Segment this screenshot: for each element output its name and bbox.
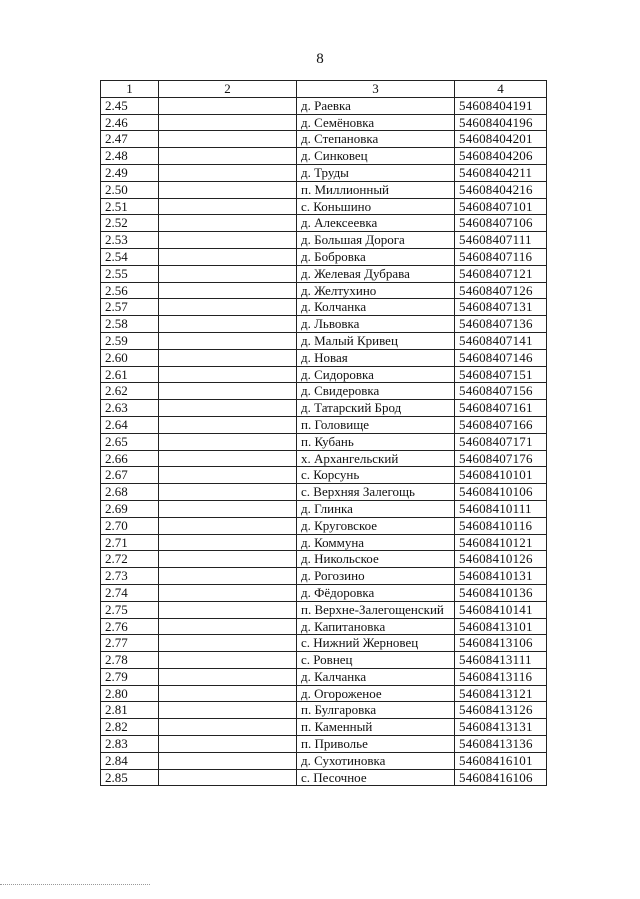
table-row: [101, 416, 547, 433]
settlement-name-cell: с. Нижний Жерновец: [297, 635, 455, 652]
oktmo-code-cell: 54608407146: [455, 349, 547, 366]
row-col2-cell: [159, 702, 297, 719]
settlements-table: [100, 80, 547, 786]
row-col2-cell: [159, 719, 297, 736]
row-col2-cell: [159, 635, 297, 652]
oktmo-code-cell: 54608413101: [455, 618, 547, 635]
table-row: [101, 198, 547, 215]
page-number: 8: [316, 51, 324, 67]
row-number-cell: 2.54: [101, 248, 159, 265]
settlement-name-cell: д. Капитановка: [297, 618, 455, 635]
settlement-name-cell: д. Свидеровка: [297, 383, 455, 400]
row-col2-cell: [159, 316, 297, 333]
row-col2-cell: [159, 383, 297, 400]
row-col2-cell: [159, 584, 297, 601]
table-row: [101, 332, 547, 349]
row-number-cell: 2.56: [101, 282, 159, 299]
oktmo-code-cell: 54608410141: [455, 601, 547, 618]
row-number-cell: 2.50: [101, 181, 159, 198]
row-col2-cell: [159, 215, 297, 232]
oktmo-code-cell: 54608410131: [455, 568, 547, 585]
table-row: [101, 601, 547, 618]
oktmo-code-cell: 54608404191: [455, 97, 547, 114]
row-col2-cell: [159, 484, 297, 501]
oktmo-code-cell: 54608407106: [455, 215, 547, 232]
settlement-name-cell: д. Желевая Дубрава: [297, 265, 455, 282]
table-row: [101, 282, 547, 299]
table-row: [101, 736, 547, 753]
row-col2-cell: [159, 568, 297, 585]
settlement-name-cell: д. Синковец: [297, 148, 455, 165]
row-col2-cell: [159, 517, 297, 534]
table-row: [101, 467, 547, 484]
settlement-name-cell: с. Коньшино: [297, 198, 455, 215]
table-row: [101, 685, 547, 702]
settlement-name-cell: д. Семёновка: [297, 114, 455, 131]
header-col-1: 1: [101, 81, 159, 98]
row-number-cell: 2.81: [101, 702, 159, 719]
row-number-cell: 2.59: [101, 332, 159, 349]
settlement-name-cell: п. Кубань: [297, 433, 455, 450]
table-row: [101, 450, 547, 467]
row-col2-cell: [159, 652, 297, 669]
row-col2-cell: [159, 769, 297, 786]
oktmo-code-cell: 54608413121: [455, 685, 547, 702]
oktmo-code-cell: 54608413136: [455, 736, 547, 753]
row-col2-cell: [159, 601, 297, 618]
table-row: [101, 265, 547, 282]
header-col-3: 3: [297, 81, 455, 98]
row-number-cell: 2.72: [101, 551, 159, 568]
table-row: [101, 484, 547, 501]
table-row: [101, 131, 547, 148]
row-number-cell: 2.69: [101, 500, 159, 517]
table-row: [101, 433, 547, 450]
row-number-cell: 2.70: [101, 517, 159, 534]
row-col2-cell: [159, 164, 297, 181]
table-row: [101, 702, 547, 719]
table-body: [101, 97, 547, 786]
oktmo-code-cell: 54608413126: [455, 702, 547, 719]
oktmo-code-cell: 54608413111: [455, 652, 547, 669]
oktmo-code-cell: 54608404201: [455, 131, 547, 148]
row-col2-cell: [159, 618, 297, 635]
settlement-name-cell: д. Огороженое: [297, 685, 455, 702]
page-bottom-divider: [0, 884, 150, 885]
row-number-cell: 2.68: [101, 484, 159, 501]
settlement-name-cell: п. Булгаровка: [297, 702, 455, 719]
table-row: [101, 517, 547, 534]
table-row: [101, 635, 547, 652]
row-number-cell: 2.48: [101, 148, 159, 165]
settlement-name-cell: д. Сухотиновка: [297, 752, 455, 769]
row-col2-cell: [159, 282, 297, 299]
row-col2-cell: [159, 400, 297, 417]
row-col2-cell: [159, 148, 297, 165]
row-col2-cell: [159, 736, 297, 753]
oktmo-code-cell: 54608407121: [455, 265, 547, 282]
table-row: [101, 181, 547, 198]
row-number-cell: 2.58: [101, 316, 159, 333]
settlement-name-cell: д. Колчанка: [297, 299, 455, 316]
oktmo-code-cell: 54608407116: [455, 248, 547, 265]
oktmo-code-cell: 54608407131: [455, 299, 547, 316]
table-row: [101, 232, 547, 249]
oktmo-code-cell: 54608407156: [455, 383, 547, 400]
settlement-name-cell: д. Труды: [297, 164, 455, 181]
settlement-name-cell: д. Никольское: [297, 551, 455, 568]
row-col2-cell: [159, 500, 297, 517]
row-number-cell: 2.63: [101, 400, 159, 417]
table-row: [101, 668, 547, 685]
row-number-cell: 2.85: [101, 769, 159, 786]
oktmo-code-cell: 54608407111: [455, 232, 547, 249]
settlement-name-cell: п. Приволье: [297, 736, 455, 753]
table-row: [101, 148, 547, 165]
row-number-cell: 2.77: [101, 635, 159, 652]
row-col2-cell: [159, 416, 297, 433]
row-number-cell: 2.57: [101, 299, 159, 316]
table-row: [101, 719, 547, 736]
oktmo-code-cell: 54608407176: [455, 450, 547, 467]
table-row: [101, 316, 547, 333]
row-col2-cell: [159, 551, 297, 568]
oktmo-code-cell: 54608404196: [455, 114, 547, 131]
row-number-cell: 2.71: [101, 534, 159, 551]
settlement-name-cell: д. Малый Кривец: [297, 332, 455, 349]
oktmo-code-cell: 54608416101: [455, 752, 547, 769]
table-row: [101, 652, 547, 669]
settlement-name-cell: д. Алексеевка: [297, 215, 455, 232]
oktmo-code-cell: 54608410116: [455, 517, 547, 534]
settlement-name-cell: д. Бобровка: [297, 248, 455, 265]
oktmo-code-cell: 54608413116: [455, 668, 547, 685]
settlement-name-cell: п. Головище: [297, 416, 455, 433]
row-number-cell: 2.47: [101, 131, 159, 148]
row-number-cell: 2.45: [101, 97, 159, 114]
settlement-name-cell: с. Ровнец: [297, 652, 455, 669]
oktmo-code-cell: 54608407151: [455, 366, 547, 383]
settlement-name-cell: д. Львовка: [297, 316, 455, 333]
settlement-name-cell: п. Верхне-Залегощенский: [297, 601, 455, 618]
settlement-name-cell: д. Рогозино: [297, 568, 455, 585]
row-number-cell: 2.82: [101, 719, 159, 736]
oktmo-code-cell: 54608407171: [455, 433, 547, 450]
row-col2-cell: [159, 752, 297, 769]
row-number-cell: 2.65: [101, 433, 159, 450]
row-number-cell: 2.62: [101, 383, 159, 400]
table-row: [101, 618, 547, 635]
row-number-cell: 2.79: [101, 668, 159, 685]
row-number-cell: 2.46: [101, 114, 159, 131]
table-row: [101, 383, 547, 400]
oktmo-code-cell: 54608407126: [455, 282, 547, 299]
row-number-cell: 2.73: [101, 568, 159, 585]
oktmo-code-cell: 54608407101: [455, 198, 547, 215]
oktmo-code-cell: 54608410111: [455, 500, 547, 517]
table-row: [101, 97, 547, 114]
oktmo-code-cell: 54608404216: [455, 181, 547, 198]
settlement-name-cell: д. Желтухино: [297, 282, 455, 299]
row-col2-cell: [159, 131, 297, 148]
row-number-cell: 2.83: [101, 736, 159, 753]
settlement-name-cell: п. Миллионный: [297, 181, 455, 198]
row-number-cell: 2.84: [101, 752, 159, 769]
oktmo-code-cell: 54608407141: [455, 332, 547, 349]
table-row: [101, 752, 547, 769]
settlement-name-cell: д. Коммуна: [297, 534, 455, 551]
table-row: [101, 366, 547, 383]
table-row: [101, 584, 547, 601]
oktmo-code-cell: 54608413106: [455, 635, 547, 652]
settlement-name-cell: с. Песочное: [297, 769, 455, 786]
oktmo-code-cell: 54608407166: [455, 416, 547, 433]
row-number-cell: 2.53: [101, 232, 159, 249]
row-col2-cell: [159, 114, 297, 131]
row-number-cell: 2.74: [101, 584, 159, 601]
table-row: [101, 248, 547, 265]
oktmo-code-cell: 54608413131: [455, 719, 547, 736]
row-col2-cell: [159, 181, 297, 198]
row-col2-cell: [159, 685, 297, 702]
settlement-name-cell: д. Круговское: [297, 517, 455, 534]
table-row: [101, 349, 547, 366]
settlement-name-cell: д. Степановка: [297, 131, 455, 148]
row-number-cell: 2.60: [101, 349, 159, 366]
row-col2-cell: [159, 534, 297, 551]
table-row: [101, 769, 547, 786]
table-row: [101, 534, 547, 551]
row-number-cell: 2.78: [101, 652, 159, 669]
settlement-name-cell: д. Калчанка: [297, 668, 455, 685]
settlement-name-cell: д. Большая Дорога: [297, 232, 455, 249]
settlement-name-cell: д. Сидоровка: [297, 366, 455, 383]
row-number-cell: 2.52: [101, 215, 159, 232]
settlement-name-cell: х. Архангельский: [297, 450, 455, 467]
header-col-4: 4: [455, 81, 547, 98]
row-col2-cell: [159, 299, 297, 316]
oktmo-code-cell: 54608416106: [455, 769, 547, 786]
table-row: [101, 500, 547, 517]
oktmo-code-cell: 54608407136: [455, 316, 547, 333]
oktmo-code-cell: 54608404211: [455, 164, 547, 181]
settlement-name-cell: д. Раевка: [297, 97, 455, 114]
row-col2-cell: [159, 433, 297, 450]
settlement-name-cell: п. Каменный: [297, 719, 455, 736]
row-number-cell: 2.80: [101, 685, 159, 702]
row-number-cell: 2.64: [101, 416, 159, 433]
row-col2-cell: [159, 97, 297, 114]
row-number-cell: 2.51: [101, 198, 159, 215]
row-col2-cell: [159, 366, 297, 383]
row-number-cell: 2.61: [101, 366, 159, 383]
oktmo-code-cell: 54608404206: [455, 148, 547, 165]
table-row: [101, 215, 547, 232]
row-number-cell: 2.75: [101, 601, 159, 618]
row-col2-cell: [159, 668, 297, 685]
row-col2-cell: [159, 265, 297, 282]
oktmo-code-cell: 54608410106: [455, 484, 547, 501]
row-col2-cell: [159, 450, 297, 467]
table-row: [101, 114, 547, 131]
settlement-name-cell: д. Глинка: [297, 500, 455, 517]
table-row: [101, 551, 547, 568]
table-row: [101, 164, 547, 181]
table-row: [101, 299, 547, 316]
settlement-name-cell: с. Верхняя Залегощь: [297, 484, 455, 501]
oktmo-code-cell: 54608410126: [455, 551, 547, 568]
row-col2-cell: [159, 332, 297, 349]
settlement-name-cell: с. Корсунь: [297, 467, 455, 484]
settlement-name-cell: д. Фёдоровка: [297, 584, 455, 601]
row-col2-cell: [159, 198, 297, 215]
row-col2-cell: [159, 232, 297, 249]
settlement-name-cell: д. Татарский Брод: [297, 400, 455, 417]
row-number-cell: 2.49: [101, 164, 159, 181]
table-row: [101, 568, 547, 585]
oktmo-code-cell: 54608410136: [455, 584, 547, 601]
table-header-row: [101, 81, 547, 98]
row-number-cell: 2.55: [101, 265, 159, 282]
row-col2-cell: [159, 248, 297, 265]
row-number-cell: 2.67: [101, 467, 159, 484]
oktmo-code-cell: 54608410121: [455, 534, 547, 551]
settlement-name-cell: д. Новая: [297, 349, 455, 366]
header-col-2: 2: [159, 81, 297, 98]
oktmo-code-cell: 54608410101: [455, 467, 547, 484]
oktmo-code-cell: 54608407161: [455, 400, 547, 417]
row-col2-cell: [159, 467, 297, 484]
row-col2-cell: [159, 349, 297, 366]
row-number-cell: 2.66: [101, 450, 159, 467]
row-number-cell: 2.76: [101, 618, 159, 635]
table-row: [101, 400, 547, 417]
